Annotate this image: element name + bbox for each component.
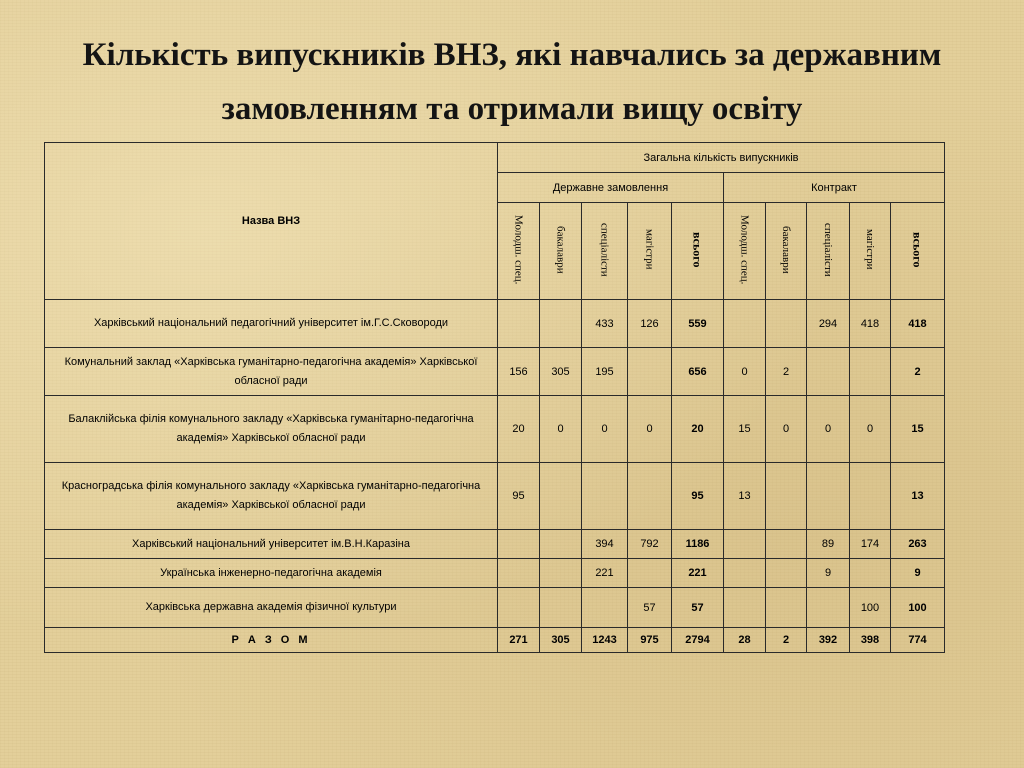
total-cell: 305 [540,628,582,653]
subheader-cell [766,203,807,300]
subheader-bachelors-state: бакалаври [554,225,567,274]
table-cell: 0 [766,396,807,463]
table-cell-total: 13 [891,463,945,530]
university-name: Красноградська філія комунального закладу «Харківська гуманітарно-педагогічна академія» Харківської обласної ради [45,463,498,530]
table-cell [807,463,850,530]
table-cell [498,300,540,348]
table-cell [807,588,850,628]
subheader-masters-contract: магістри [864,229,876,270]
table-cell [766,300,807,348]
table-cell: 9 [807,559,850,588]
subheader-cell [672,203,724,300]
table-cell-total: 57 [672,588,724,628]
table-cell [540,559,582,588]
total-graduates-header: Загальна кількість випускників [498,143,945,173]
table-cell [628,348,672,396]
table-cell: 0 [628,396,672,463]
subheader-total-state: всього [690,231,705,268]
table-cell: 221 [582,559,628,588]
table-cell [724,300,766,348]
table-cell [724,588,766,628]
table-cell [724,559,766,588]
subheader-bachelors-contract: бакалаври [780,225,792,274]
table-body [45,143,945,653]
table-cell [498,588,540,628]
table-cell: 433 [582,300,628,348]
table-cell: 156 [498,348,540,396]
page-title [20,28,1004,136]
table-cell: 0 [582,396,628,463]
university-name: Комунальний заклад «Харківська гуманітарно-педагогічна академія» Харківської обласної ради [45,348,498,396]
table-cell: 418 [850,300,891,348]
table-cell [628,559,672,588]
title-line-1: Кількість випускників ВНЗ, які навчались за державним [82,37,942,73]
subheader-masters-state: магістри [643,229,656,270]
table-cell: 195 [582,348,628,396]
subheader-cell [582,203,628,300]
subheader-junior-specialists-contract: Молодш. спец. [738,214,751,285]
table-cell-total: 656 [672,348,724,396]
contract-header: Контракт [724,173,945,203]
total-cell: 271 [498,628,540,653]
table-cell: 57 [628,588,672,628]
table-row [45,559,945,588]
table-cell-total: 15 [891,396,945,463]
table-row [45,463,945,530]
table-cell: 0 [540,396,582,463]
table-cell-total: 263 [891,530,945,559]
table-cell: 0 [850,396,891,463]
table-cell [540,300,582,348]
subheader-cell [628,203,672,300]
table-cell: 126 [628,300,672,348]
total-cell: 398 [850,628,891,653]
university-name: Харківський національний університет ім.В.Н.Каразіна [45,530,498,559]
header-row-1 [45,143,945,173]
table-cell: 0 [807,396,850,463]
table-cell [628,463,672,530]
total-cell: 392 [807,628,850,653]
university-name: Балаклійська філія комунального закладу «Харківська гуманітарно-педагогічна академія» Харківської обласної ради [45,396,498,463]
subheader-cell [850,203,891,300]
table-cell [582,463,628,530]
table-cell [766,588,807,628]
table-row [45,588,945,628]
table-cell: 100 [850,588,891,628]
total-cell: 28 [724,628,766,653]
table-cell: 89 [807,530,850,559]
subheader-specialists-contract: спеціалісти [822,222,834,277]
total-cell: 1243 [582,628,628,653]
table-cell: 2 [766,348,807,396]
table-cell [540,463,582,530]
table-row [45,300,945,348]
subheader-total-contract: всього [910,231,925,268]
table-cell [540,588,582,628]
table-cell-total: 2 [891,348,945,396]
table-cell-total: 9 [891,559,945,588]
table-cell [766,463,807,530]
table-cell-total: 20 [672,396,724,463]
table-cell [540,530,582,559]
total-cell: 975 [628,628,672,653]
table-cell: 0 [724,348,766,396]
table-cell: 20 [498,396,540,463]
table-cell [582,588,628,628]
state-order-header: Державне замовлення [498,173,724,203]
table-cell [807,348,850,396]
table-row [45,396,945,463]
table-cell [850,559,891,588]
table-row [45,530,945,559]
table-cell: 15 [724,396,766,463]
table-cell: 792 [628,530,672,559]
table-cell [850,348,891,396]
table-cell-total: 100 [891,588,945,628]
table-cell [766,530,807,559]
subheader-specialists-state: спеціалісти [598,222,611,277]
table-cell: 305 [540,348,582,396]
graduates-table [44,142,945,653]
table-cell: 95 [498,463,540,530]
university-name: Харківський національний педагогічний університет ім.Г.С.Сковороди [45,300,498,348]
subheader-cell [498,203,540,300]
university-name-header: Назва ВНЗ [45,143,498,300]
table-cell-total: 418 [891,300,945,348]
subheader-cell [540,203,582,300]
total-cell: 2 [766,628,807,653]
table-row [45,348,945,396]
table-cell-total: 221 [672,559,724,588]
subheader-cell [891,203,945,300]
table-cell [498,559,540,588]
table-cell-total: 95 [672,463,724,530]
table-cell: 174 [850,530,891,559]
total-label: Р А З О М [45,628,498,653]
subheader-junior-specialists-state: Молодш. спец. [512,214,525,285]
table-cell: 394 [582,530,628,559]
university-name: Харківська державна академія фізичної культури [45,588,498,628]
table-cell [850,463,891,530]
table-cell: 294 [807,300,850,348]
total-row [45,628,945,653]
title-line-2: замовленням та отримали вищу освіту [221,91,803,127]
table-cell [766,559,807,588]
table-cell-total: 1186 [672,530,724,559]
table-cell: 13 [724,463,766,530]
university-name: Українська інженерно-педагогічна академія [45,559,498,588]
total-cell: 2794 [672,628,724,653]
table-cell [498,530,540,559]
table-cell-total: 559 [672,300,724,348]
table-cell [724,530,766,559]
subheader-cell [807,203,850,300]
total-cell: 774 [891,628,945,653]
subheader-cell [724,203,766,300]
